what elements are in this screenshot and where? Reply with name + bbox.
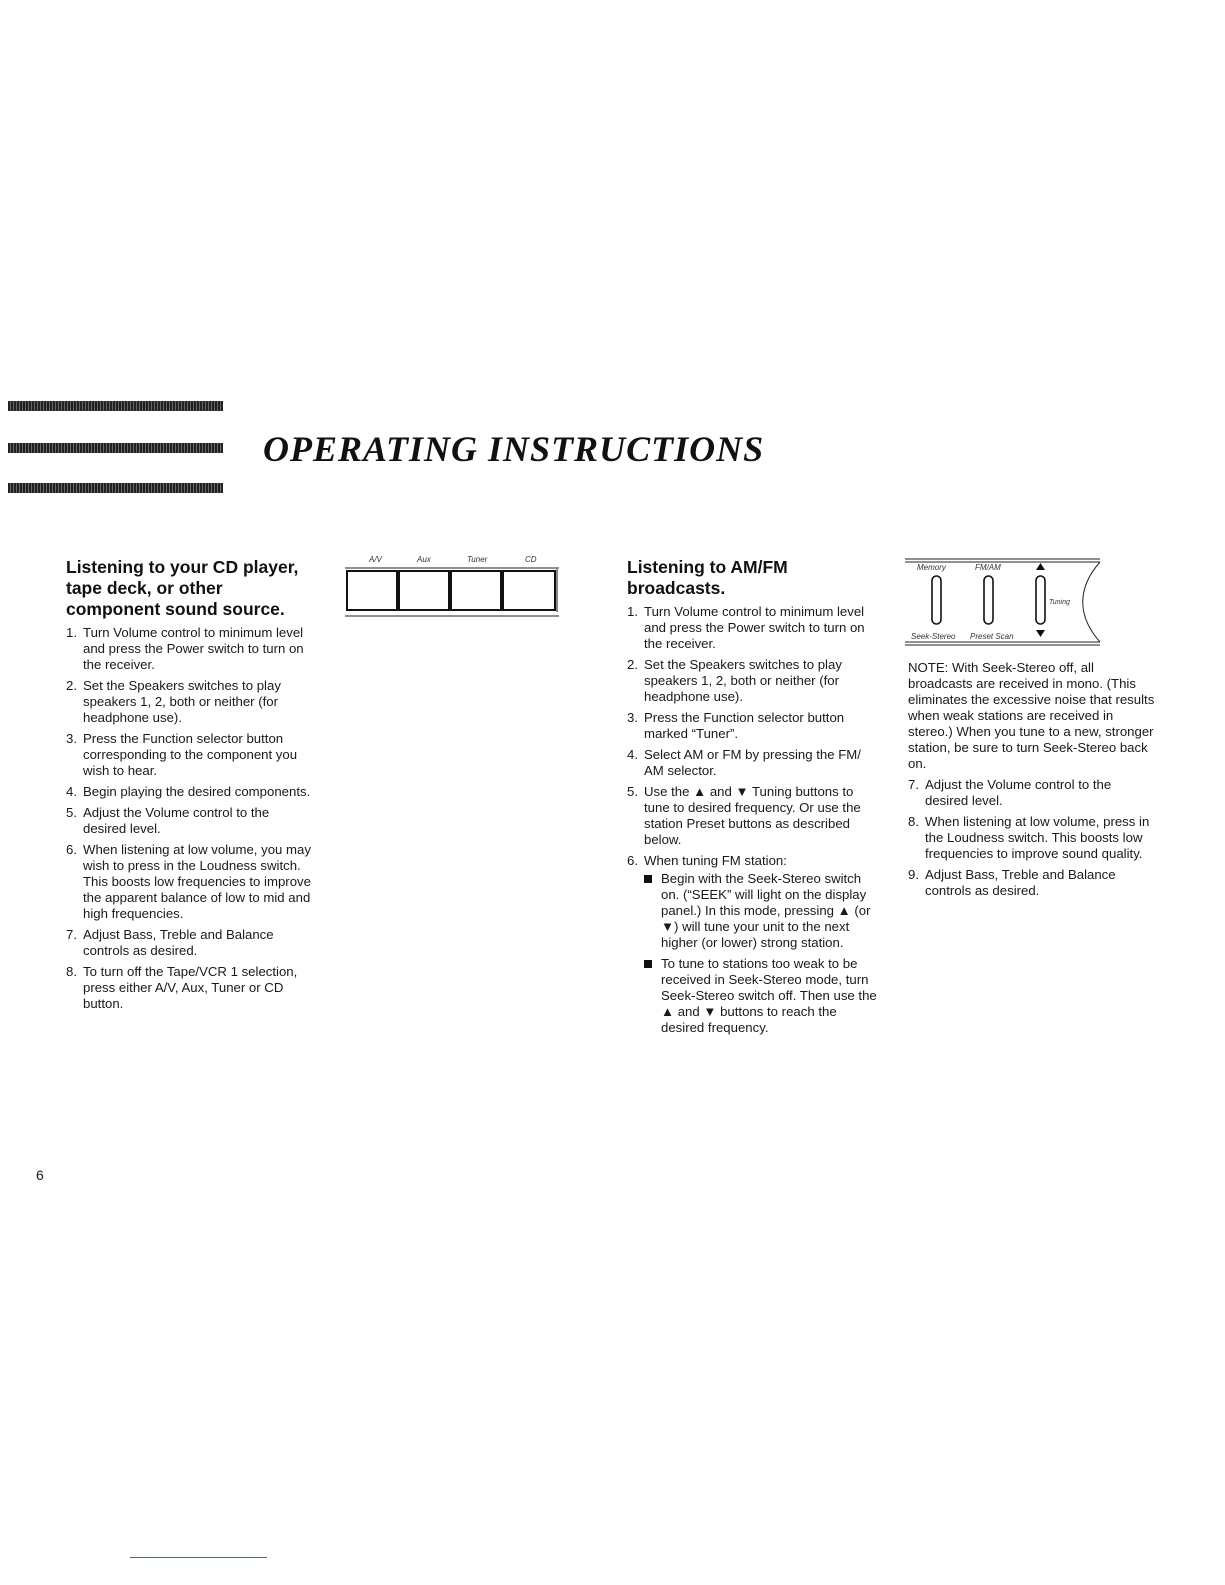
header-bar-top	[8, 401, 223, 411]
column-notes	[908, 660, 1158, 904]
list-item: 8. When listening at low volume, press in the Loudness switch. This boosts low frequencies to improve sound quality.	[908, 814, 1150, 861]
label-tuning: Tuning	[1049, 599, 1070, 606]
list-item: 7. Adjust Bass, Treble and Balance controls as desired.	[66, 927, 274, 958]
list-item: 2. Set the Speakers switches to play speakers 1, 2, both or neither (for headphone use).	[66, 678, 281, 725]
square-bullet-icon	[644, 875, 652, 883]
list-item: 7. Adjust the Volume control to the desired level.	[908, 777, 1112, 808]
sub-list-item: Begin with the Seek-Stereo switch on. (“SEEK” will light on the display panel.) In this mode, pressing ▲ (or ▼) will tune your unit to the next higher (or lower) strong station.	[644, 871, 879, 951]
label-memory: Memory	[917, 563, 946, 572]
label-av: A/V	[369, 555, 382, 564]
list-item: 3. Press the Function selector button corresponding to the component you wish to hear.	[66, 731, 298, 778]
footer-rule	[130, 1557, 267, 1558]
list-item: 5. Adjust the Volume control to the desired level.	[66, 805, 270, 836]
list-item: 6. When listening at low volume, you may wish to press in the Loudness switch. This boosts low frequencies to improve the apparent balance of low to mid and high frequencies.	[66, 842, 311, 921]
list-item: 9. Adjust Bass, Treble and Balance controls as desired.	[908, 867, 1116, 898]
label-fm-am: FM/AM	[975, 563, 1001, 572]
seek-stereo-note: NOTE: With Seek-Stereo off, all broadcasts are received in mono. (This eliminates the excessive noise that results when weak stations are received in stereo.) When you tune to a new, stronger station, be sure to turn Seek-Stereo back on.	[908, 660, 1155, 771]
list-item: 3. Press the Function selector button marked “Tuner”.	[627, 710, 845, 741]
page-title: OPERATING INSTRUCTIONS	[263, 429, 765, 469]
square-bullet-icon	[644, 960, 652, 968]
list-item: 8. To turn off the Tape/VCR 1 selection, press either A/V, Aux, Tuner or CD button.	[66, 964, 298, 1011]
list-item: 4. Begin playing the desired components.	[66, 784, 311, 799]
instruction-list-continued	[908, 777, 1158, 899]
function-selector-diagram	[345, 555, 560, 617]
instruction-list-am-fm	[627, 604, 879, 1041]
section-heading-component: Listening to your CD player, tape deck, or other component sound source.	[66, 557, 299, 619]
tuner-controls-diagram	[905, 558, 1105, 646]
tuner-panel-drawing	[905, 558, 1105, 646]
list-item: 2. Set the Speakers switches to play speakers 1, 2, both or neither (for headphone use).	[627, 657, 842, 704]
page-number: 6	[36, 1167, 44, 1183]
function-panel-drawing	[345, 555, 560, 617]
list-item: 5. Use the ▲ and ▼ Tuning buttons to tune to desired frequency. Or use the station Preset buttons as described below.	[627, 784, 861, 847]
label-cd: CD	[525, 555, 537, 564]
list-item: 4. Select AM or FM by pressing the FM/ AM selector.	[627, 747, 861, 778]
label-preset-scan: Preset Scan	[970, 632, 1014, 641]
label-aux: Aux	[417, 555, 431, 564]
section-heading-am-fm: Listening to AM/FM broadcasts.	[627, 557, 788, 598]
column-component-source	[66, 557, 314, 1017]
sub-list-item: To tune to stations too weak to be received in Seek-Stereo mode, turn Seek-Stereo switch off. Then use the ▲ and ▼ buttons to reach the desired frequency.	[644, 956, 879, 1036]
list-item: 1. Turn Volume control to minimum level and press the Power switch to turn on the receiver.	[66, 625, 304, 672]
instruction-list-component	[66, 625, 314, 1012]
label-tuner: Tuner	[467, 555, 488, 564]
header-bar-middle	[8, 443, 223, 453]
list-item: 6. When tuning FM station: Begin with the Seek-Stereo switch on. (“SEEK” will light on the display panel.) In this mode, pressing ▲ (or ▼) will tune your unit to the next higher (or lower) strong station. To tune to stations too weak to be received in Seek-Stereo mode, turn Seek-Stereo switch off. Then use the ▲ and ▼ buttons to reach the desired frequency.	[627, 853, 879, 1041]
label-seek-stereo: Seek-Stereo	[911, 632, 956, 641]
fm-tuning-sublist	[644, 871, 879, 1036]
header-bar-bottom	[8, 483, 223, 493]
list-item: 1. Turn Volume control to minimum level and press the Power switch to turn on the receiver.	[627, 604, 865, 651]
column-am-fm	[627, 557, 879, 1046]
